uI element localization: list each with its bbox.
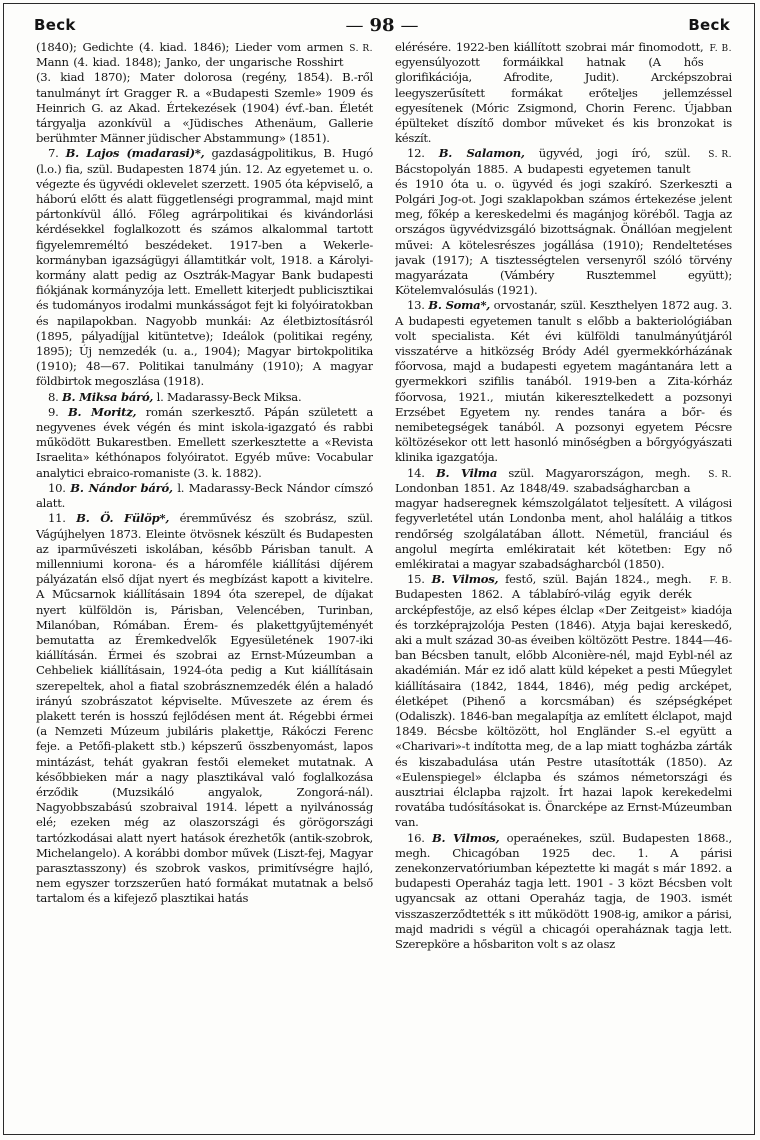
right-column bbox=[395, 40, 732, 1120]
entry-headword: B. Miksa báró, bbox=[62, 389, 154, 404]
author-signature: S. R. bbox=[349, 44, 373, 54]
running-head-left: Beck bbox=[34, 16, 76, 34]
entry-continuation bbox=[395, 40, 732, 146]
entry-headword: B. Lajos (madarasi)*, bbox=[65, 146, 205, 161]
entry-number: 16. bbox=[407, 830, 425, 845]
entry-text: gazdaságpolitikus, B. Hugó (l.o.) fia, szül. Budapesten 1874 jún. 12. Az egyetemet u. o. végezte és ügyvédi oklevelet szerzett. 1905 óta képviselő, a háború előtt és alatt függetlenségi programmal, majd mint pártonkívül álló. Főleg agrárpolitikai és kivándorlási kérdésekkel foglalkozott és számos alkalommal tartott figyelemreméltó beszédeket. 1917-ben a Wekerle-kormányban igazságügyi államtitkár volt, 1918. a Károlyi-kormány alatt pedig az Osztrák-Magyar Bank budapesti fiókjának kormányzója lett. Emellett kiterjedt publicisztikai és tudományos irodalmi munkásságot fejt ki folyóiratokban és napilapokban. Nagyobb munkái: Az életbiztosításról (1895, pályadíjjal kitüntetve); Ideálok (politikai regény, 1895); Új nemzedék (u. a., 1904); Magyar birtokpolitika (1910); 48—67. Politikai tanulmány (1910); A magyar földbirtok megoszlása (1918). bbox=[36, 146, 373, 389]
entry-text: (1840); Gedichte (4. kiad. 1846); Lieder vom armen Mann (4. kiad. 1848); Janko, der ungarische Rosshirt (3. kiad 1870); Mater dolorosa (regény, 1854). B.-ről tanulmányt írt Gragger R. a «Budapesti Szemle» 1909 és Heinrich G. az Akad. Értekezések (1904) évf.-ban. Életét tárgyalja azonkívül a «Jüdisches Athenäum, Gallerie berühmter Männer jüdischer Abstammung» (1851). bbox=[36, 40, 373, 146]
entry-headword: B. Vilmos, bbox=[431, 572, 499, 587]
entry-text: festő, szül. Baján 1824., megh. Budapesten 1862. A táblabíró-világ egyik derék arcképfestője, az első képes élclap «Der Zeitgeist» kiadója és torzképrajzolója Pesten (1846). Atyja bajai kereskedő, aki a mult század 30-as éveiben költözött Pestre. 1844—46-ban Bécsben tanult, előbb Alconière-nél, majd Eybl-nél az akadémián. Már ez idő alatt küld képeket a pesti Műegylet kiállításaira (1842, 1844, 1846), még pedig arcképet, életképet (Pihenő a korcsmában) és szépségképet (Odaliszk). 1846-ban megalapítja az említett élclapot, majd 1849. Bécsbe költözött, hol Engländer S.-el együtt a «Charivari»-t indította meg, de a lap miatt togházba zárták és kiszabadulása után Pestre utasították (1850). Az «Eulenspiegel» élclapba és számos németországi és ausztriai élclapba rajzolt. Írt hazai lapok kerekedelmi rovatába tudósításokat is. Önarcképe az Ernst-Múzeumban van. bbox=[395, 572, 732, 830]
entry-number: 10. bbox=[48, 480, 66, 495]
dictionary-entry bbox=[395, 298, 732, 465]
dictionary-entry bbox=[36, 405, 373, 481]
entry-text: l. Madarassy-Beck Nándor címszó alatt. bbox=[36, 480, 373, 511]
entry-headword: B. Vilmos, bbox=[431, 830, 500, 845]
entry-number: 7. bbox=[48, 146, 59, 161]
entry-text: operaénekes, szül. Budapesten 1868., megh. Chicagóban 1925 dec. 1. A párisi zenekonzervatóriumban képeztette ki magát s már 1892. a budapesti Operaház tagja lett. 1901 - 3 közt Bécsben volt ugyancsak az ottani Operaház tagja, de 1903. ismét visszaszerződtették s itt működött 1908-ig, amikor a párisi, majd madridi s végül a chicagói operaháznak tagja lett. Szerepköre a hősbariton volt s az olasz bbox=[395, 830, 732, 951]
entry-text: l. Madarassy-Beck Miksa. bbox=[156, 389, 302, 404]
entry-headword: B. Moritz, bbox=[67, 404, 137, 419]
page-number: 98 bbox=[369, 14, 395, 36]
dictionary-entry bbox=[395, 831, 732, 953]
entry-text: orvostanár, szül. Keszthelyen 1872 aug. 3. A budapesti egyetemen tanult s előbb a bakteriológiában volt specialista. Két évi külföldi tanulmányútjáról visszatérve a hitközség Bródy Adél gyermekkórházának főorvosa, majd a budapesti egyetem magántanára lett a gyermekkori szifilis tanából. 1919-ben a Zita-kórház főorvosa, 1921., miután kikeresztelkedett a pozsonyi Erzsébet Egyetem ny. rendes tanára a bőr- és nemibetegségek tanából. A pozsonyi egyetem Pécsre költözésekor ott lett hasonló minőségben a bőrgyógyászati klinika igazgatója. bbox=[395, 298, 732, 465]
entry-number: 15. bbox=[407, 572, 425, 587]
entry-text: ügyvéd, jogi író, szül. Bácstopolyán 1885. A budapesti egyetemen tanult és 1910 óta u. o. ügyvéd és jogi szakíró. Szerkeszti a Polgári Jog-ot. Jogi szaklapokban számos értekezése jelent meg, főkép a kereskedelmi és magánjog köréből. Tagja az országos ügyvédvizsgáló bizottságnak. Önállóan megjelent művei: A kötelesrészes jogállása (1910); Rendeltetéses javak (1917); A tisztességtelen versenyről szóló törvény magyarázata (Vámbéry Rusztemmel együtt); Kötelemvalósulás (1921). bbox=[395, 146, 732, 298]
dictionary-entry bbox=[36, 390, 373, 405]
entry-headword: B. Soma*, bbox=[428, 298, 491, 313]
dictionary-entry bbox=[36, 511, 373, 906]
entry-text: elérésére. 1922-ben kiállított szobrai már finomodott, egyensúlyozott formáikkal hatnak (A hős glorifikációja, Afrodite, Judit). Arcképszobrai leegyszerűsített formákat erőteljes jellemzéssel egyesítenek (Móric Zsigmond, Chorin Ferenc. Újabban épülteket díszítő dombor műveket és kis bronzokat is készít. bbox=[395, 40, 732, 146]
dictionary-entry bbox=[36, 481, 373, 511]
author-signature: F. B. bbox=[709, 576, 732, 587]
text-columns bbox=[36, 40, 732, 1120]
entry-number: 9. bbox=[48, 404, 59, 419]
entry-number: 12. bbox=[407, 146, 425, 161]
entry-headword: B. Vilma bbox=[435, 465, 498, 480]
author-signature: S. R. bbox=[708, 469, 732, 480]
entry-text: román szerkesztő. Pápán született a negyvenes évek végén és mint iskola-igazgató és rabbi működött Bukarestben. Emellett szerkesztette a «Revista Israelita» kéthónapos folyóiratot. Egyéb műve: Vocabular analytici ebraico-romaniste (3. k. 1882). bbox=[36, 404, 373, 480]
dictionary-entry bbox=[395, 572, 732, 830]
author-signature: F. B. bbox=[709, 44, 732, 54]
running-head-right: Beck bbox=[688, 16, 730, 34]
dictionary-entry bbox=[395, 146, 732, 298]
page-number-group: — 98 — bbox=[345, 14, 419, 36]
running-head bbox=[34, 14, 730, 36]
entry-number: 8. bbox=[48, 389, 59, 404]
left-column bbox=[36, 40, 373, 1120]
entry-continuation bbox=[36, 40, 373, 146]
entry-headword: B. Ö. Fülöp*, bbox=[76, 511, 170, 526]
entry-headword: B. Nándor báró, bbox=[70, 480, 173, 495]
entry-text: éremművész és szobrász, szül. Vágújhelyen 1873. Eleinte ötvösnek készült és Budapesten az iparművészeti iskolában, később Párisban tanult. A millenniumi korona- és a háromféle kiállítási díjérem pályázatán első díjat nyert és megbízást kapott a kivitelre. A Műcsarnok kiállításain 1894 óta szerepel, de díjakat nyert külföldön is, Párisban, Velencében, Turinban, Milanóban, Rómában. Érem- és plakettgyűjteményét bemutatta az Éremkedvelők Egyesületének 1907-iki kiállításán. Érmei és szobrai az Ernst-Múzeumban a Cehbeliek kiállításain, 1924-óta pedig a Kut kiállításain szerepeltek, ahol a fiatal szobrásznemzedék élén a haladó irányú szobrászatot képviselte. Műveszete az érem és plakett terén is hosszú fejlődésen ment át. Régebbi érmei (a Nemzeti Múzeum jubiláris plakettje, Rákóczi Ferenc feje. a Petőfi-plakett stb.) képszerű összbenyomást, lapos mintázást, tehát gyakran festői elemeket mutatnak. A későbbieken már a nagy plasztikával való foglalkozása érződik (Muzsikáló angyalok, Zongorá-nál). Nagyobbszabású szobraival 1914. lépett a nyilvánosság elé; ezeken még az olaszországi és görögországi tartózkodásai alatt nyert hatások érezhetők (antik-szobrok, Michelangelo). A korábbi dombor művek (Liszt-fej, Magyar parasztasszony) és szobrok vaskos, primitívségre hajló, nem egyszer torzszerűen ható formákat mutatnak a belső tartalom és a kifejező plasztikai hatás bbox=[36, 511, 373, 906]
entry-number: 14. bbox=[407, 465, 425, 480]
entry-number: 13. bbox=[407, 298, 425, 313]
author-signature: S. R. bbox=[708, 150, 732, 161]
entry-number: 11. bbox=[48, 511, 66, 526]
dictionary-entry bbox=[395, 466, 732, 572]
entry-headword: B. Salamon, bbox=[438, 146, 525, 161]
dictionary-entry bbox=[36, 146, 373, 389]
entry-text: szül. Magyarországon, megh. Londonban 1851. Az 1848/49. szabadságharcban a magyar hadseregnek kémszolgálatot teljesített. A világosi fegyverletétel után Londonba ment, ahol haláláig a titkos rendőrség szolgálatában állott. Németül, franciául és angolul megírta emlékiratait két kötetben: Egy nő emlékiratai a magyar szabadságharcból (1850). bbox=[395, 465, 732, 571]
